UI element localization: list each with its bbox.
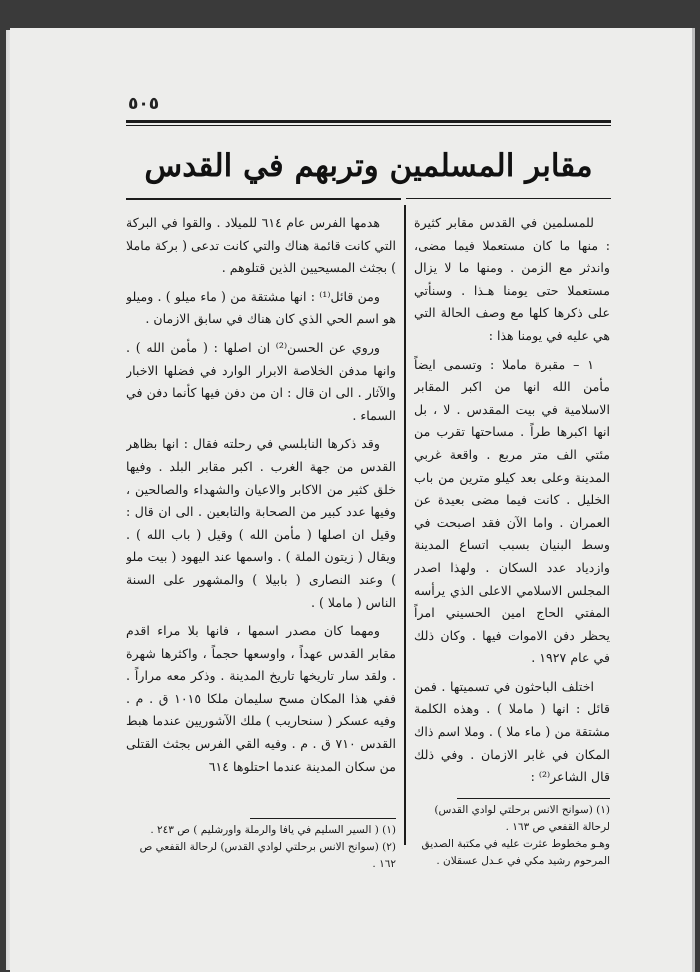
paragraph: ١ – مقبرة ماملا : وتسمى ايضاً مأمن الله انها من اكبر المقابر الاسلامية في بيت المقدس . لا ، بل انها اكبرها طراً . مساحتها تقرب من مئتي الف متر مربع . واقعة غربي المدينة وعلى بعد كيلو مترين من باب الخليل . كانت فيما مضى بعيدة عن العمران . واما الآن فقد اصبحت في وسط البنيان بسبب اتساع المدينة وازدياد عدد السكان . ولهذا اصدر المجلس الاسلامي الاعلى الذي يرأسه المفتي الحاج امين الحسيني امراً يحظر دفن الاموات فيها . وكان ذلك في عام ١٩٢٧ . [414,356,610,666]
paragraph: وقد ذكرها النابلسي في رحلته فقال : انها بظاهر القدس من جهة الغرب . اكبر مقابر البلد . وفيها خلق كثير من الاكابر والاعيان والشهداء والصالحين ، وفيها عدد كبير من الصحابة والتابعين . الى ان قال : وقيل ان اصلها ( مأمن الله ) وقيل ( باب الله ) . ويقال ( زيتون الملة ) . واسمها عند اليهود ( بيت ملو ) وعند النصارى ( بابيلا ) والمشهور على السنة الناس ( ماملا ) . [126,436,396,610]
paragraph: هدمها الفرس عام ٦١٤ للميلاد . والقوا في البركة التي كانت قائمة هناك والتي كانت تدعى ( بركة ماملا ) بجثث المسيحيين الذين قتلوهم . [126,215,396,276]
footnote: (١) (سوانح الانس برحلتي لوادي القدس) لرحالة القفعي ص ١٦٣ . [434,804,610,833]
page-number: ٥٠٥ [128,94,160,114]
footnote: (٢) (سوانح الانس برحلتي لوادي القدس) لرحالة القفعي ص ١٦٢ . [139,841,396,870]
footnote: (١) ( السير السليم في يافا والرملة واورشليم ) ص ٢٤٣ . [150,824,396,836]
column-divider [404,205,406,845]
page-header [126,90,611,126]
title-rule-right [406,198,611,199]
footnote-rule-right [457,798,610,799]
right-column [414,212,610,792]
footnotes-left [126,822,396,873]
footnote: وهـو مخطوط عثرت عليه في مكتبة الصديق المرحوم رشيد مكي في عـدل عسقلان . [421,838,610,867]
footnote-rule-left [250,818,396,819]
article-title: مقابر المسلمين وتربهم في القدس [144,148,593,184]
header-rule-thin [126,125,611,126]
left-column [126,212,396,812]
paragraph: وروي عن الحسن⁽²⁾ ان اصلها : ( مأمن الله ) . وانها مدفن الخلاصة الابرار الوارد في فضلها الاخبار والآثار . الى ان قال : ان من دفن فيها كأنما دفن في السماء . [126,339,396,423]
paragraph: اختلف الباحثون في تسميتها . فمن قائل : انها ( ماملا ) . وهذه الكلمة مشتقة من ( ماء ملا ) . وملا اسم ذاك المكان في غابر الازمان . وفي ذلك قال الشاعر⁽²⁾ : [414,678,610,785]
paragraph: للمسلمين في القدس مقابر كثيرة : منها ما كان مستعملا فيما مضى، واندثر مع الزمن . ومنها ما لا يزال مستعملا حتى يومنا هـذا . وسنأتي على ذكرها كلها مع وصف الحالة التي هي عليه في يومنا هذا : [414,215,610,343]
header-rule-thick [126,120,611,123]
paragraph: ومهما كان مصدر اسمها ، فانها بلا مراء اقدم مقابر القدس عهداً ، واوسعها حجماً ، واكثرها شهرة . ولقد سار تاريخها تاريخ المدينة . وذكر معه مراراً . ففي هذا المكان مسح سليمان ملكا ١٠١٥ ق . م . وفيه عسكر ( سنحاريب ) ملك الآشوريين عندما هبط القدس ٧١٠ ق . م . وفيه القي الفرس بجثث القتلى من سكان المدينة عندما احتلوها ٦١٤ [126,623,396,774]
title-rule-left [126,198,401,200]
footnotes-right [414,802,610,870]
paragraph: ومن قائل⁽¹⁾ : انها مشتقة من ( ماء ميلو ) . وميلو هو اسم الحي الذي كان هناك في سابق الازمان . [126,288,396,327]
